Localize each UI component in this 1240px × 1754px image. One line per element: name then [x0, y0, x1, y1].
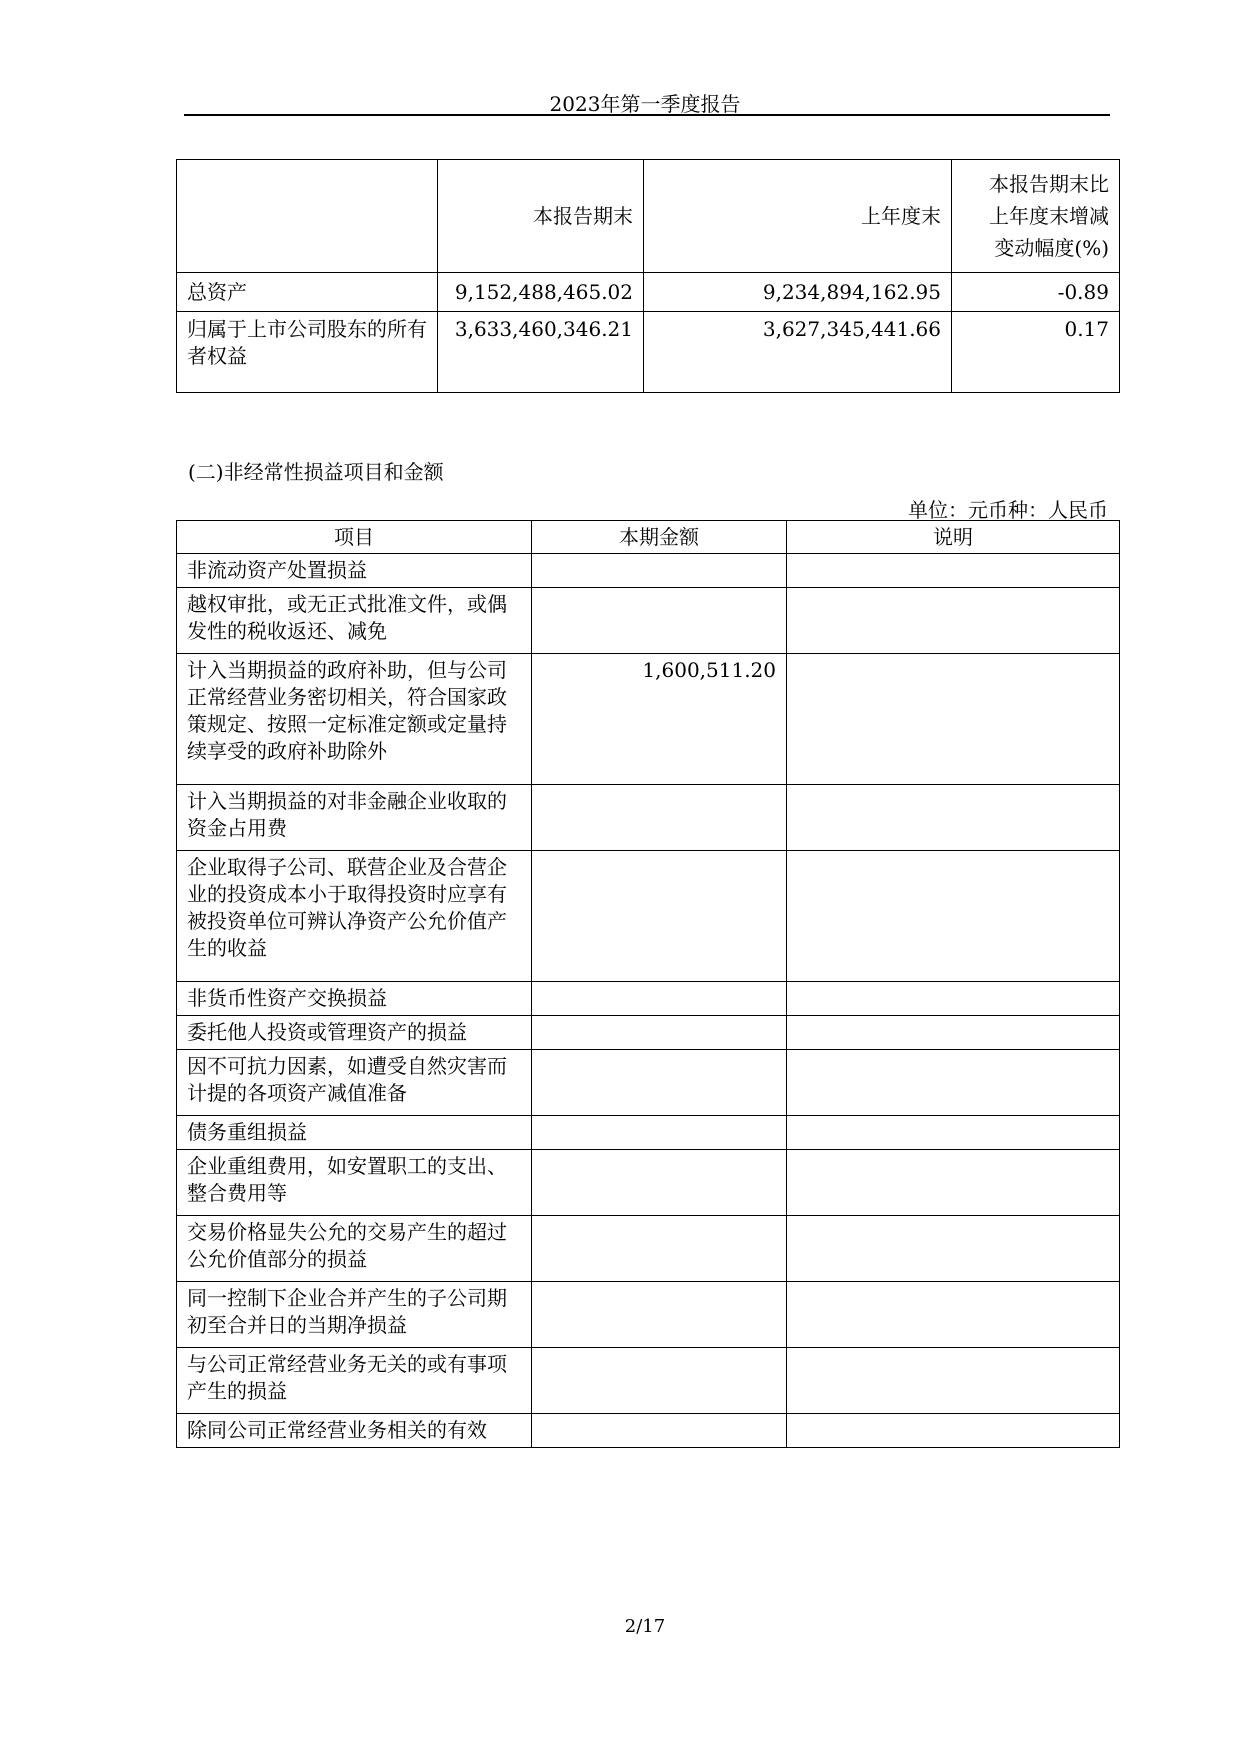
- amount-cell: [532, 1050, 787, 1116]
- detail-header-item: 项目: [177, 521, 532, 554]
- summary-row-shareholder-equity: [177, 312, 1120, 393]
- amount-cell: 1,600,511.20: [532, 654, 787, 785]
- item-cell: 因不可抗力因素，如遭受自然灾害而计提的各项资产减值准备: [177, 1050, 532, 1116]
- table-row: [177, 1016, 1120, 1050]
- row-current-value: 3,633,460,346.21: [438, 312, 644, 393]
- table-row: [177, 785, 1120, 851]
- amount-cell: [532, 785, 787, 851]
- table-row: [177, 1414, 1120, 1448]
- row-prior-value: 3,627,345,441.66: [644, 312, 952, 393]
- summary-header-change: [952, 160, 1120, 273]
- item-cell: 计入当期损益的对非金融企业收取的资金占用费: [177, 785, 532, 851]
- header-rule: [184, 114, 1110, 116]
- note-cell: [787, 1116, 1120, 1150]
- note-cell: [787, 1216, 1120, 1282]
- summary-header-change-line-2: 上年度末增减: [989, 204, 1109, 228]
- detail-header-amount: 本期金额: [532, 521, 787, 554]
- note-cell: [787, 1414, 1120, 1448]
- unit-note: 单位：元币种：人民币: [908, 498, 1108, 522]
- item-cell: 与公司正常经营业务无关的或有事项产生的损益: [177, 1348, 532, 1414]
- summary-table-header-row: [177, 160, 1120, 273]
- amount-cell: [532, 1150, 787, 1216]
- row-label: 总资产: [177, 273, 438, 312]
- table-row: [177, 1348, 1120, 1414]
- table-row: [177, 851, 1120, 982]
- note-cell: [787, 1282, 1120, 1348]
- amount-cell: [532, 982, 787, 1016]
- row-label: 归属于上市公司股东的所有者权益: [177, 312, 438, 393]
- table-row: [177, 654, 1120, 785]
- row-change-value: -0.89: [952, 273, 1120, 312]
- table-row: [177, 982, 1120, 1016]
- item-cell: 计入当期损益的政府补助，但与公司正常经营业务密切相关，符合国家政策规定、按照一定标准定额或定量持续享受的政府补助除外: [177, 654, 532, 785]
- amount-cell: [532, 588, 787, 654]
- item-cell: 非流动资产处置损益: [177, 554, 532, 588]
- table-row: [177, 588, 1120, 654]
- table-row: [177, 1150, 1120, 1216]
- item-cell: 交易价格显失公允的交易产生的超过公允价值部分的损益: [177, 1216, 532, 1282]
- note-cell: [787, 1016, 1120, 1050]
- amount-cell: [532, 1216, 787, 1282]
- amount-cell: [532, 1282, 787, 1348]
- note-cell: [787, 851, 1120, 982]
- table-row: [177, 554, 1120, 588]
- amount-cell: [532, 554, 787, 588]
- summary-row-total-assets: [177, 273, 1120, 312]
- note-cell: [787, 1050, 1120, 1116]
- item-cell: 债务重组损益: [177, 1116, 532, 1150]
- item-cell: 除同公司正常经营业务相关的有效: [177, 1414, 532, 1448]
- table-row: [177, 1116, 1120, 1150]
- amount-cell: [532, 851, 787, 982]
- section-title: (二)非经常性损益项目和金额: [188, 460, 444, 484]
- table-row: [177, 1282, 1120, 1348]
- detail-header-note: 说明: [787, 521, 1120, 554]
- amount-cell: [532, 1348, 787, 1414]
- table-row: [177, 1216, 1120, 1282]
- summary-header-current: 本报告期末: [438, 160, 644, 273]
- detail-table-header-row: [177, 521, 1120, 554]
- amount-cell: [532, 1414, 787, 1448]
- report-header-title: 2023年第一季度报告: [549, 92, 741, 116]
- row-current-value: 9,152,488,465.02: [438, 273, 644, 312]
- item-cell: 企业重组费用，如安置职工的支出、整合费用等: [177, 1150, 532, 1216]
- item-cell: 同一控制下企业合并产生的子公司期初至合并日的当期净损益: [177, 1282, 532, 1348]
- note-cell: [787, 1348, 1120, 1414]
- note-cell: [787, 554, 1120, 588]
- item-cell: 越权审批，或无正式批准文件，或偶发性的税收返还、减免: [177, 588, 532, 654]
- summary-header-prior: 上年度末: [644, 160, 952, 273]
- row-prior-value: 9,234,894,162.95: [644, 273, 952, 312]
- note-cell: [787, 785, 1120, 851]
- amount-cell: [532, 1016, 787, 1050]
- page-number: 2/17: [624, 1616, 666, 1637]
- item-cell: 非货币性资产交换损益: [177, 982, 532, 1016]
- amount-cell: [532, 1116, 787, 1150]
- summary-header-change-line-3: 变动幅度(%): [994, 236, 1109, 260]
- item-cell: 企业取得子公司、联营企业及合营企业的投资成本小于取得投资时应享有被投资单位可辨认净资产公允价值产生的收益: [177, 851, 532, 982]
- non-recurring-items-table: [176, 520, 1120, 1448]
- summary-table: [176, 159, 1120, 393]
- note-cell: [787, 1150, 1120, 1216]
- table-row: [177, 1050, 1120, 1116]
- summary-header-blank: [177, 160, 438, 273]
- note-cell: [787, 654, 1120, 785]
- note-cell: [787, 982, 1120, 1016]
- summary-header-change-line-1: 本报告期末比: [989, 172, 1109, 196]
- item-cell: 委托他人投资或管理资产的损益: [177, 1016, 532, 1050]
- note-cell: [787, 588, 1120, 654]
- row-change-value: 0.17: [952, 312, 1120, 393]
